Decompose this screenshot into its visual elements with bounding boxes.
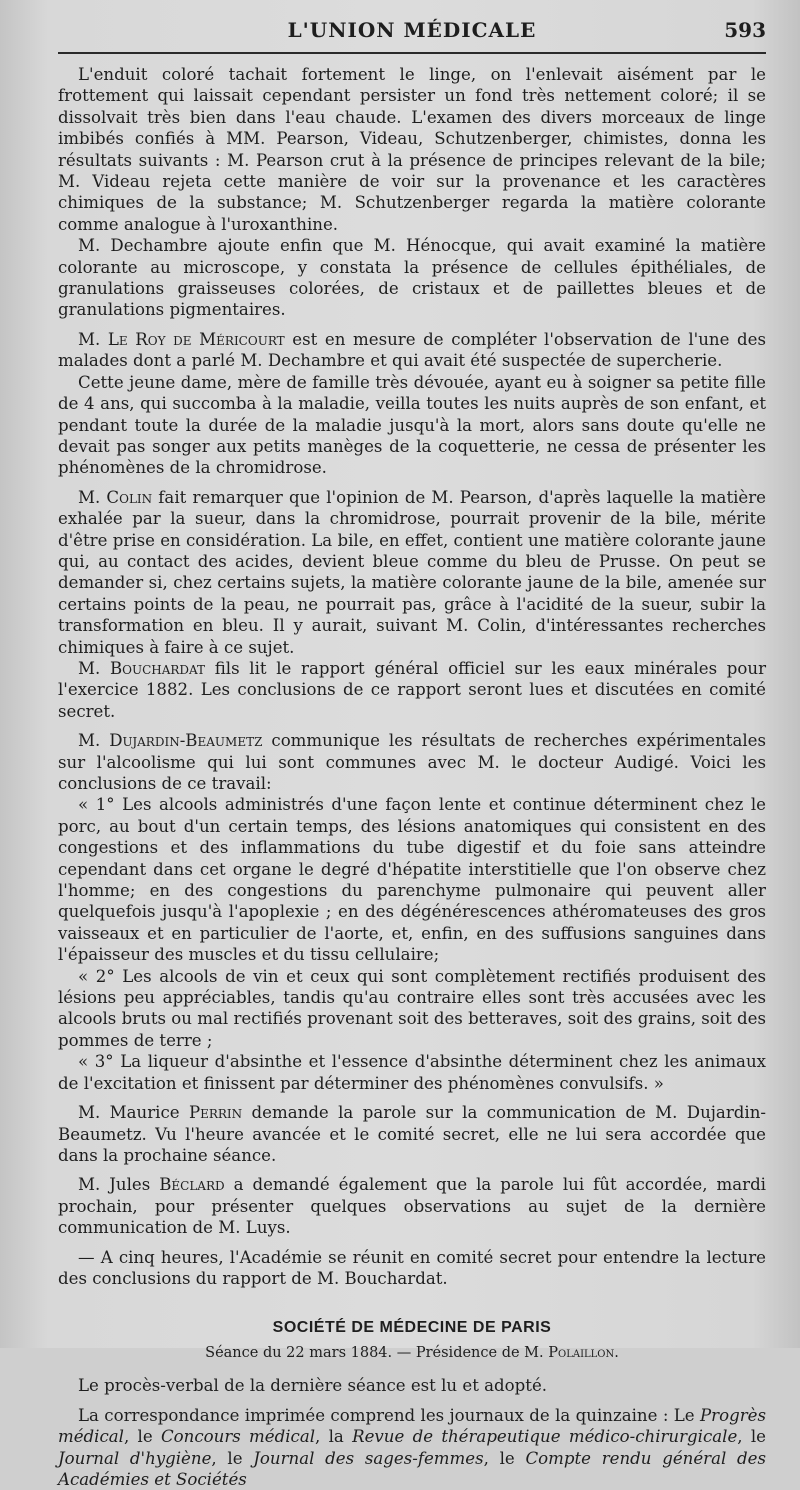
paragraph-bouchardat: M. Bouchardat fils lit le rapport général officiel sur les eaux minérales pour l'exercice 1882. Les conclusions de ce rapport seront lues et discutées en comité secret.: [58, 658, 766, 721]
speaker-name: Le Roy de Méricourt: [107, 329, 285, 349]
journal-name: Compte rendu général des Académies et Sociétés: [58, 1448, 766, 1489]
paragraph-cette-jeune-dame: Cette jeune dame, mère de famille très dévouée, ayant eu à soigner sa petite fille de 4 ans, qui succomba à la maladie, veilla toutes les nuits auprès de son enfant, et pendant toute la durée de la maladie jusqu'à la mort, alors sans doute qu'elle ne devait pas songer aux petits manèges de la coquetterie, ne cessa de présenter les phénomènes de la chromidrose.: [58, 372, 766, 478]
conclusion-1: « 1° Les alcools administrés d'une façon lente et continue déterminent chez le porc, au bout d'un certain temps, des lésions anatomiques qui consistent en des congestions et des inflammations du tube digestif et du foie sans atteindre cependant dans cet organe le degré d'hépatite interstitielle que l'on observe chez l'homme; en des congestions du parenchyme pulmonaire qui peuvent aller quelquefois jusqu'à l'apoplexie ; en des dégénérescences athéromateuses des gros vaisseaux et en particulier de l'aorte, et, enfin, en des suffusions sanguines dans l'épaisseur des muscles et du tissu cellulaire;: [58, 795, 766, 965]
speaker-name: Dujardin-Beaumetz: [109, 731, 263, 751]
conclusion-2: « 2° Les alcools de vin et ceux qui sont complètement rectifiés produisent des lésions peu appréciables, tandis qu'au contraire elles sont très accusées avec les alcools bruts ou mal rectifiés provenant soit des betteraves, soit des grains, soit des pommes de terre ;: [58, 966, 766, 1050]
section-body: [58, 1375, 766, 1490]
paragraph-colin: M. Colin fait remarquer que l'opinion de M. Pearson, d'après laquelle la matière exhalée par la sueur, dans la chromidrose, pourrait provenir de la bile, mérite d'être prise en considération. La bile, en effet, contient une matière colorante jaune qui, au contact des acides, devient bleue comme du bleu de Prusse. On peut se demander si, chez certains sujets, la matière colorante jaune de la bile, amenée sur certains points de la peau, ne pourrait pas, grâce à l'acidité de la sueur, subir la transformation en bleu. Il y aurait, suivant M. Colin, d'intéressantes recherches chimiques à faire à ce sujet.: [58, 487, 766, 657]
paragraph-correspondance: La correspondance imprimée comprend les journaux de la quinzaine : Le Progrès médical, le Concours médical, la Revue de thérapeutique médico-chirurgicale, le Journal d'hygiène, le Journal des sages-femmes, le Compte rendu général des Académies et Sociétés: [58, 1405, 766, 1489]
paragraph-dechambre: M. Dechambre ajoute enfin que M. Hénocque, qui avait examiné la matière colorante au microscope, y constata la présence de cellules épithéliales, de granulations graisseuses colorées, de cristaux et de paillettes bleues et de granulations pigmentaires.: [58, 236, 766, 320]
journal-name: Concours médical: [160, 1427, 316, 1447]
speaker-name: Perrin: [188, 1103, 243, 1123]
page-number: 593: [724, 18, 766, 42]
section-heading: SOCIÉTÉ DE MÉDECINE DE PARIS: [272, 1319, 552, 1337]
paragraph-beclard: M. Jules Béclard a demandé également que la parole lui fût accordée, mardi prochain, pour présenter quelques observations au sujet de la dernière communication de M. Luys.: [58, 1175, 766, 1238]
paragraph-proces-verbal: Le procès-verbal de la dernière séance est lu et adopté.: [78, 1376, 548, 1396]
paragraph-dujardin: M. Dujardin-Beaumetz communique les résultats de recherches expérimentales sur l'alcoolisme qui lui sont communes avec M. le docteur Audigé. Voici les conclusions de ce travail:: [58, 731, 766, 793]
journal-name: Revue de thérapeutique médico-chirurgicale: [352, 1427, 738, 1447]
paragraph-cinq-heures: — A cinq heures, l'Académie se réunit en comité secret pour entendre la lecture des conclusions du rapport de M. Bouchardat.: [58, 1247, 766, 1288]
seance-line: Séance du 22 mars 1884. — Présidence de M. Polaillon.: [205, 1345, 619, 1362]
article-body: [58, 64, 766, 1490]
paragraph-enduit: L'enduit coloré tachait fortement le linge, on l'enlevait aisément par le frottement qui laissait cependant persister un fond très nettement coloré; il se dissolvait très bien dans l'eau chaude. L'examen des divers morceaux de linge imbibés confiés à MM. Pearson, Videau, Schutzenberger, chimistes, donna les résultats suivants : M. Pearson crut à la présence de principes relevant de la bile; M. Videau rejeta cette manière de voir sur la provenance et les caractères chimiques de la substance; M. Schutzenberger regarda la matière colorante comme analogue à l'uroxanthine.: [58, 65, 766, 234]
speaker-name: Bouchardat: [109, 658, 206, 678]
header-rule: [58, 52, 766, 54]
conclusion-3: « 3° La liqueur d'absinthe et l'essence d'absinthe déterminent chez les animaux de l'excitation et finissent par déterminer des phénomènes convulsifs. »: [58, 1052, 766, 1093]
journal-name: Progrès médical: [58, 1405, 766, 1447]
speaker-name: Colin: [106, 487, 153, 507]
journal-name: Journal d'hygiène: [58, 1448, 212, 1468]
journal-title: L'UNION MÉDICALE: [287, 18, 537, 42]
running-header: [58, 14, 766, 44]
president-name: Polaillon.: [548, 1345, 619, 1362]
paragraph-le-roy: M. Le Roy de Méricourt est en mesure de compléter l'observation de l'une des malades dont a parlé M. Dechambre et qui avait été suspectée de supercherie.: [58, 329, 766, 371]
speaker-name: Béclard: [159, 1175, 225, 1195]
paragraph-perrin: M. Maurice Perrin demande la parole sur la communication de M. Dujardin-Beaumetz. Vu l'heure avancée et le comité secret, elle ne lui sera accordée que dans la prochaine séance.: [58, 1103, 766, 1165]
journal-name: Journal des sages-femmes: [253, 1448, 484, 1468]
